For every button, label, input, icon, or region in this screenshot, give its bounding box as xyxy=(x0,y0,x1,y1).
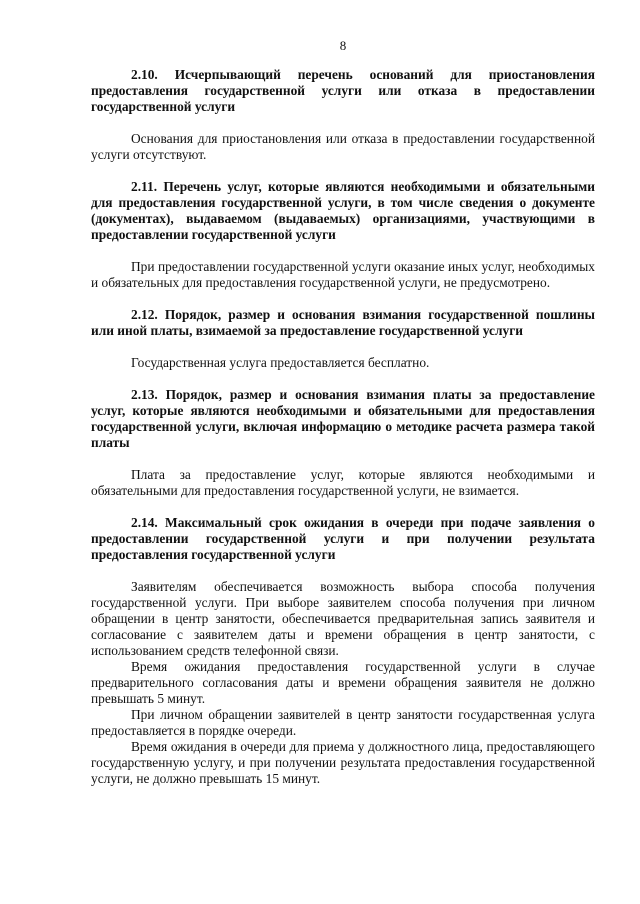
document-content xyxy=(91,67,595,787)
section-paragraph: При личном обращении заявителей в центр занятости государственная услуга предоставляется в порядке очереди. xyxy=(91,707,595,738)
section-paragraph: Государственная услуга предоставляется бесплатно. xyxy=(131,355,430,370)
section-paragraph: Заявителям обеспечивается возможность выбора способа получения государственной услуги. При выборе заявителем способа получения при личном обращении в центр занятости, обеспечивается предварительная запись заявителя и согласование с заявителем даты и времени обращения в центр занятости, с использованием средств телефонной связи. xyxy=(91,579,595,658)
section-heading-2-14: 2.14. Максимальный срок ожидания в очереди при подаче заявления о предоставлении государственной услуги и при получении результата предоставления государственной услуги xyxy=(91,515,595,562)
page-number: 8 xyxy=(339,38,347,53)
section-paragraph: Основания для приостановления или отказа в предоставлении государственной услуги отсутствуют. xyxy=(91,131,595,162)
section-heading-2-11: 2.11. Перечень услуг, которые являются необходимыми и обязательными для предоставления государственной услуги, в том числе сведения о документе (документах), выдаваемом (выдаваемых) организациями, участвующими в предоставлении государственной услуги xyxy=(91,179,595,242)
section-paragraph: Плата за предоставление услуг, которые являются необходимыми и обязательными для предоставления государственной услуги, не взимается. xyxy=(91,467,595,498)
section-paragraph: Время ожидания в очереди для приема у должностного лица, предоставляющего государственную услугу, и при получении результата предоставления государственной услуги, не должно превышать 15 минут. xyxy=(91,739,595,786)
section-paragraph: Время ожидания предоставления государственной услуги в случае предварительного согласования даты и времени обращения заявителя не должно превышать 5 минут. xyxy=(91,659,595,706)
section-heading-2-12: 2.12. Порядок, размер и основания взимания государственной пошлины или иной платы, взимаемой за предоставление государственной услуги xyxy=(91,307,595,338)
section-paragraph: При предоставлении государственной услуги оказание иных услуг, необходимых и обязательных для предоставления государственной услуги, не предусмотрено. xyxy=(91,259,595,290)
section-heading-2-10: 2.10. Исчерпывающий перечень оснований для приостановления предоставления государственной услуги или отказа в предоставлении государственной услуги xyxy=(91,67,595,114)
section-heading-2-13: 2.13. Порядок, размер и основания взимания платы за предоставление услуг, которые являются необходимыми и обязательными для предоставления государственной услуги, включая информацию о методике расчета размера такой платы xyxy=(91,387,595,450)
